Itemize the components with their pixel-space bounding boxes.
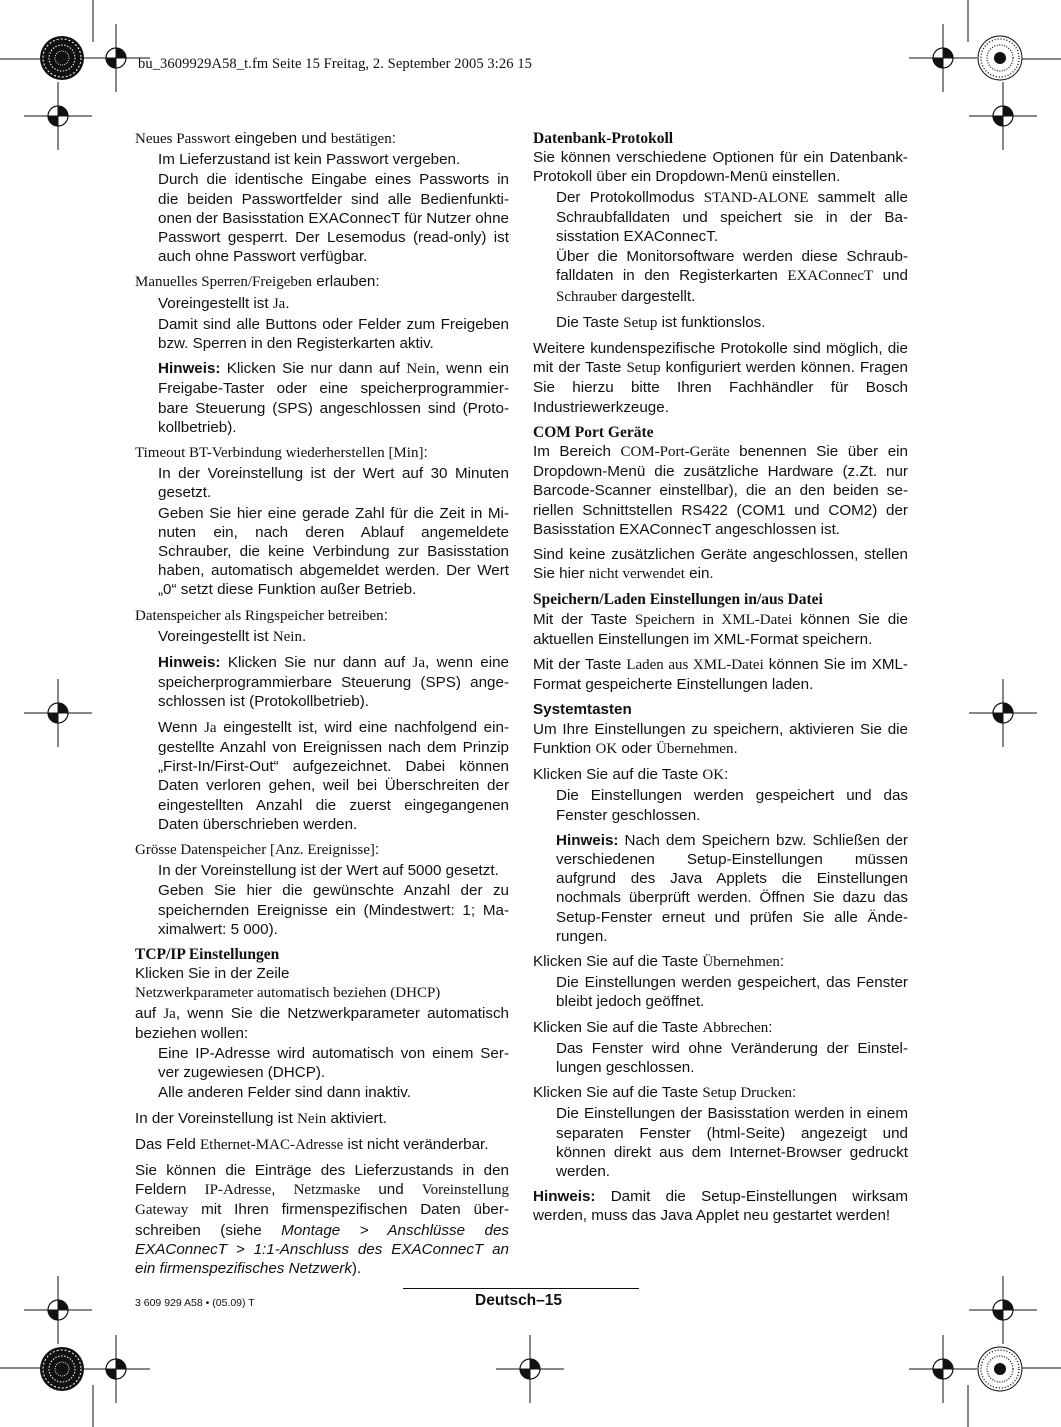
paragraph: Durch die identische Eingabe eines Passworts in die beiden Passwortfelder sind alle Bedienfunktionen der Basisstation EXAConnecT für Nutzer ohne Passwort gesperrt. Der Lesemodus (read-only) ist auch ohne Passwort verfügbar. [158,171,509,266]
paragraph: In der Voreinstellung ist der Wert auf 5000 gesetzt. [158,862,499,880]
paragraph: Die Einstellungen werden gespeichert und das Fenster geschlossen. [556,787,908,824]
paragraph: Die Taste Setup ist funktionslos. [556,313,766,331]
setting-label: Timeout BT-Verbindung wiederherstellen [Min]: [135,444,428,462]
paragraph: Damit sind alle Buttons oder Felder zum Freigeben bzw. Sperren in den Registerkarten aktiv. [158,315,509,353]
paragraph: Voreingestellt ist Nein. [158,627,307,645]
note: Hinweis: Nach dem Speichern bzw. Schließen der verschiedenen Setup-Einstellungen müssen aufgrund des Java Applets die Einstellungen nochmals überprüft werden. Öffnen Sie dazu das Setup-Fenster erneut und prüfen Sie alle Änderungen. [556,831,908,945]
paragraph: Voreingestellt ist Ja. [158,294,290,312]
note: Hinweis: Klicken Sie nur dann auf Ja, wenn eine speicherprogrammierbare Steuerung (SPS) angeschlossen ist (Protokollbetrieb). [158,654,510,711]
paragraph: Sind keine zusätzlichen Geräte angeschlossen, stellen Sie hier nicht verwendet ein. [533,546,908,583]
section-heading-datenbank: Datenbank-Protokoll [533,130,674,147]
paragraph: Klicken Sie auf die Taste Abbrechen: [533,1018,773,1036]
paragraph: Klicken Sie auf die Taste OK: [533,766,729,784]
paragraph: Im Bereich COM-Port-Geräte benennen Sie über ein Dropdown-Menü die zusätzliche Hardware (z.Zt. nur Barcode-Scanner einstellbar), die an den beiden seriellen Schnittstellen RS422 (COM1 und COM2) der Basisstation EXAConnecT angeschlossen ist. [533,443,908,538]
paragraph: Weitere kundenspezifische Protokolle sind möglich, die mit der Taste Setup konfiguriert werden können. Fragen Sie hierzu bitte Ihren Fachhändler für Bosch Industriewerkzeuge. [533,340,908,416]
paragraph: Sie können verschiedene Optionen für ein Datenbank-Protokoll über ein Dropdown-Menü einstellen. [533,149,908,186]
paragraph: Alle anderen Felder sind dann inaktiv. [158,1084,411,1102]
footer-doc-code: 3 609 929 A58 • (05.09) T [135,1297,255,1309]
paragraph: Geben Sie hier eine gerade Zahl für die Zeit in Minuten ein, nach deren Ablauf angemeldete Schrauber, die keine Verbindung zur Basisstation haben, automatisch abgemeldet werden. Der Wert „0“ setzt diese Funktion außer Betrieb. [158,504,509,599]
paragraph: Die Einstellungen der Basisstation werden in einem separaten Fenster (html-Seite) angezeigt und können direkt aus dem Internet-Browser gedruckt werden. [556,1105,908,1180]
paragraph: Mit der Taste Laden aus XML-Datei können Sie im XML-Format gespeicherte Einstellungen laden. [533,656,908,694]
section-heading-tcpip: TCP/IP Einstellungen [135,945,280,963]
paragraph: Über die Monitorsoftware werden diese Schraubfalldaten in den Registerkarten EXAConnecT und Schrauber dargestellt. [556,248,908,305]
note: Hinweis: Klicken Sie nur dann auf Nein, wenn ein Freigabe-Taster oder eine speicherprogrammierbare Steuerung (SPS) angeschlossen sind (Protokollbetrieb). [158,360,509,436]
paragraph: Eine IP-Adresse wird automatisch von einem Server zugewiesen (DHCP). [158,1044,509,1082]
paragraph: Wenn Ja eingestellt ist, wird eine nachfolgend eingestellte Anzahl von Ereignissen nach dem Prinzip „First-In/First-Out“ aufgezeichnet. Dabei können Daten verloren gehen, weil bei Überschreiten der eingestellten Anzahl die zuerst eingegangenen Daten überschrieben werden. [158,718,510,833]
paragraph: Das Feld Ethernet-MAC-Adresse ist nicht veränderbar. [135,1135,489,1153]
right-column [533,129,908,1232]
paragraph: Im Lieferzustand ist kein Passwort vergeben. [158,151,461,169]
setting-label: Grösse Datenspeicher [Anz. Ereignisse]: [135,840,380,858]
setting-label: Manuelles Sperren/Freigeben erlauben: [135,273,380,291]
paragraph: In der Voreinstellung ist der Wert auf 30 Minuten gesetzt. [158,465,509,502]
section-heading-systemtasten: Systemtasten [533,701,632,719]
final-note: Hinweis: Damit die Setup-Einstellungen wirksam werden, muss das Java Applet neu gestartet werden! [533,1188,908,1225]
paragraph: Sie können die Einträge des Lieferzustands in den Feldern IP-Adresse, Netzmaske und Voreinstellung Gateway mit Ihren firmenspezifischen Daten überschreiben (siehe Montage > Anschlüsse des EXAConnecT > 1:1-Anschluss des EXAConnecT an ein firmenspezifisches Netzwerk). [135,1161,509,1277]
setting-label: Neues Passwort eingeben und bestätigen: [135,130,396,147]
paragraph: Geben Sie hier die gewünschte Anzahl der zu speichernden Ereignisse ein (Mindestwert: 1; Maximalwert: 5 000). [158,882,509,938]
footer-rule [403,1288,639,1289]
section-heading-speichern-laden: Speichern/Laden Einstellungen in/aus Datei [533,591,823,609]
file-stamp: bu_3609929A58_t.fm Seite 15 Freitag, 2. September 2005 3:26 15 [138,56,533,72]
paragraph: Klicken Sie auf die Taste Setup Drucken: [533,1084,797,1102]
paragraph: Um Ihre Einstellungen zu speichern, aktivieren Sie die Funktion OK oder Übernehmen. [533,720,908,757]
left-column [135,129,509,1284]
setting-label: Datenspeicher als Ringspeicher betreiben: [135,606,388,624]
paragraph: Klicken Sie auf die Taste Übernehmen: [533,952,785,970]
paragraph: Die Einstellungen werden gespeichert, das Fenster bleibt jedoch geöffnet. [556,974,908,1011]
section-heading-com-port: COM Port Geräte [533,423,654,441]
page-number: Deutsch–15 [475,1292,563,1309]
paragraph: Mit der Taste Speichern in XML-Datei können Sie die aktuellen Einstellungen im XML-Format speichern. [533,610,908,648]
paragraph: Der Protokollmodus STAND-ALONE sammelt alle Schraubfalldaten und speichert sie in der Basisstation EXAConnecT. [556,188,908,246]
paragraph: Klicken Sie in der Zeile Netzwerkparameter automatisch beziehen (DHCP) auf Ja, wenn Sie die Netzwerkparameter automatisch beziehen wollen: [135,965,509,1042]
paragraph: Das Fenster wird ohne Veränderung der Einstellungen geschlossen. [556,1039,908,1076]
paragraph: In der Voreinstellung ist Nein aktiviert. [135,1109,388,1127]
